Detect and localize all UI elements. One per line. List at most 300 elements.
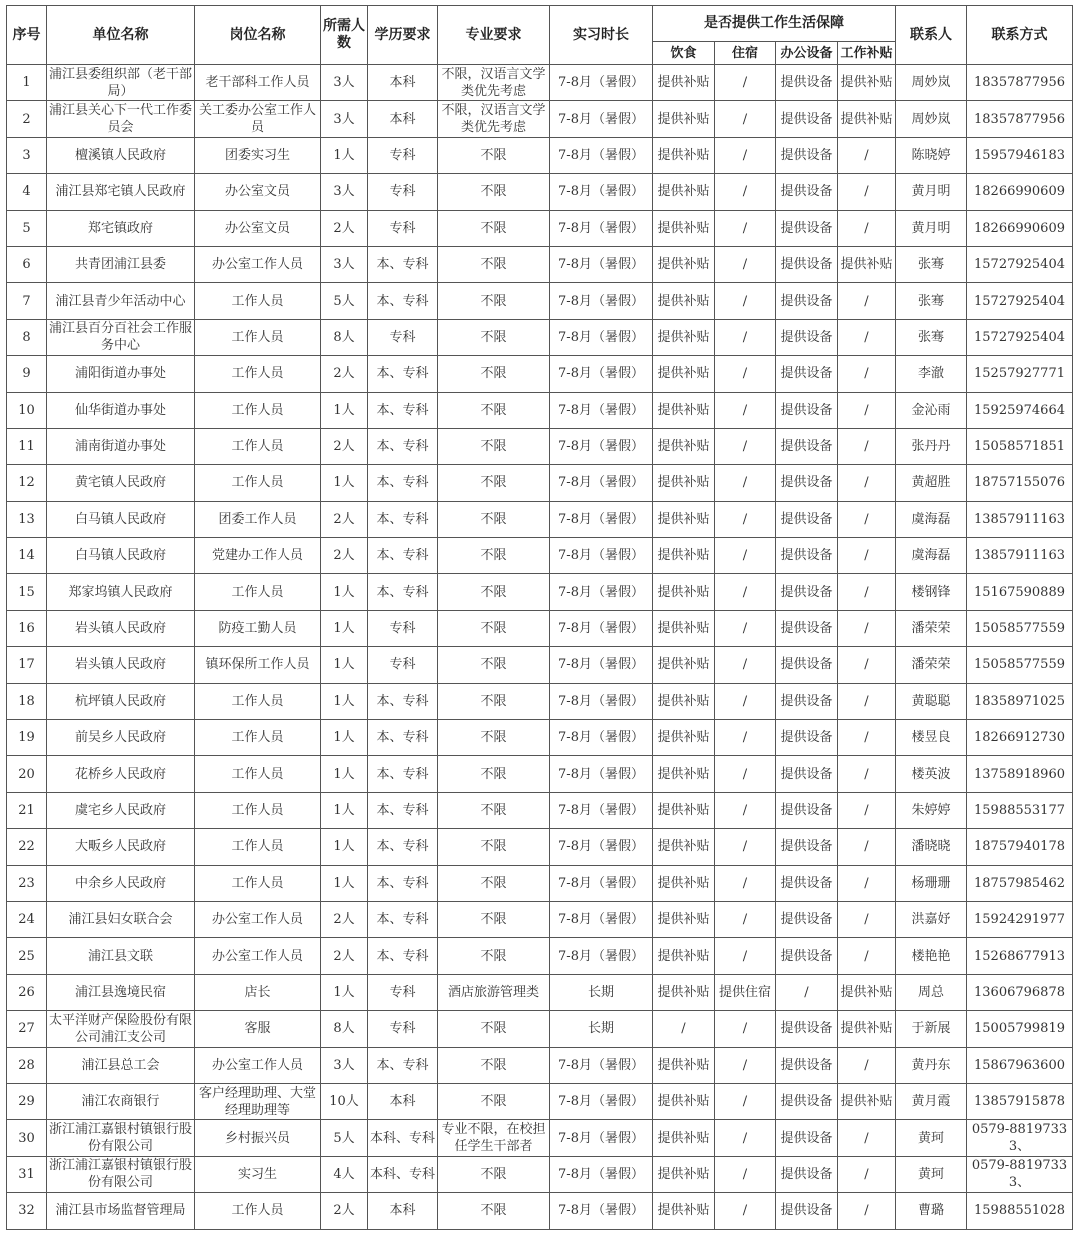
cell-contact: 张骞 (896, 283, 967, 319)
table-row (7, 792, 1073, 828)
cell-unit: 浦江县总工会 (47, 1047, 195, 1083)
table-row (7, 465, 1073, 501)
cell-seq: 20 (7, 756, 47, 792)
cell-office: 提供设备 (776, 574, 838, 610)
cell-meal: 提供补贴 (653, 720, 715, 756)
cell-edu: 本科 (368, 1193, 438, 1229)
cell-seq: 11 (7, 428, 47, 464)
cell-lodging: / (715, 319, 776, 355)
cell-major: 不限 (438, 647, 550, 683)
cell-subsidy: / (838, 283, 896, 319)
cell-major: 不限 (438, 901, 550, 937)
cell-phone: 15957946183 (967, 137, 1073, 173)
cell-count: 1人 (321, 137, 368, 173)
cell-seq: 5 (7, 210, 47, 246)
cell-count: 2人 (321, 538, 368, 574)
cell-post: 镇环保所工作人员 (195, 647, 321, 683)
cell-subsidy: 提供补贴 (838, 65, 896, 101)
cell-office: 提供设备 (776, 1193, 838, 1229)
cell-unit: 仙华街道办事处 (47, 392, 195, 428)
cell-contact: 张骞 (896, 246, 967, 282)
table-row (7, 283, 1073, 319)
cell-office: 提供设备 (776, 246, 838, 282)
cell-post: 工作人员 (195, 283, 321, 319)
table-row (7, 319, 1073, 355)
table-row (7, 174, 1073, 210)
cell-post: 工作人员 (195, 865, 321, 901)
cell-unit: 浙江浦江嘉银村镇银行股份有限公司 (47, 1120, 195, 1156)
cell-subsidy: / (838, 792, 896, 828)
cell-lodging: / (715, 1156, 776, 1192)
header-unit: 单位名称 (47, 6, 195, 65)
cell-edu: 本科 (368, 1083, 438, 1119)
cell-lodging: / (715, 210, 776, 246)
cell-contact: 潘晓晓 (896, 829, 967, 865)
table-row (7, 501, 1073, 537)
table-row (7, 1083, 1073, 1119)
cell-office: 提供设备 (776, 1047, 838, 1083)
cell-office: 提供设备 (776, 1083, 838, 1119)
table-row (7, 137, 1073, 173)
cell-contact: 张丹丹 (896, 428, 967, 464)
cell-duration: 7-8月（暑假） (550, 720, 653, 756)
cell-seq: 24 (7, 901, 47, 937)
cell-count: 2人 (321, 428, 368, 464)
cell-seq: 30 (7, 1120, 47, 1156)
cell-phone: 18757985462 (967, 865, 1073, 901)
cell-lodging: / (715, 356, 776, 392)
cell-lodging: / (715, 756, 776, 792)
cell-edu: 本、专科 (368, 538, 438, 574)
cell-office: 提供设备 (776, 756, 838, 792)
cell-lodging: / (715, 538, 776, 574)
cell-lodging: / (715, 938, 776, 974)
cell-lodging: / (715, 1011, 776, 1047)
cell-office: 提供设备 (776, 1156, 838, 1192)
table-row (7, 1120, 1073, 1156)
cell-seq: 19 (7, 720, 47, 756)
cell-phone: 15058571851 (967, 428, 1073, 464)
cell-office: 提供设备 (776, 465, 838, 501)
cell-edu: 本、专科 (368, 865, 438, 901)
cell-subsidy: / (838, 356, 896, 392)
table-row (7, 210, 1073, 246)
cell-post: 团委工作人员 (195, 501, 321, 537)
cell-seq: 21 (7, 792, 47, 828)
cell-contact: 周妙岚 (896, 101, 967, 137)
cell-phone: 0579-88197333、 (967, 1120, 1073, 1156)
cell-unit: 浦江县青少年活动中心 (47, 283, 195, 319)
cell-meal: 提供补贴 (653, 319, 715, 355)
cell-seq: 29 (7, 1083, 47, 1119)
cell-office: 提供设备 (776, 137, 838, 173)
cell-office: 提供设备 (776, 174, 838, 210)
cell-phone: 15727925404 (967, 319, 1073, 355)
cell-unit: 浦江县市场监督管理局 (47, 1193, 195, 1229)
cell-count: 8人 (321, 319, 368, 355)
header-meal: 饮食 (653, 42, 715, 65)
cell-phone: 18357877956 (967, 101, 1073, 137)
cell-unit: 浦江县妇女联合会 (47, 901, 195, 937)
cell-meal: 提供补贴 (653, 65, 715, 101)
cell-subsidy: / (838, 1047, 896, 1083)
cell-office: 提供设备 (776, 720, 838, 756)
cell-post: 工作人员 (195, 392, 321, 428)
cell-duration: 7-8月（暑假） (550, 1120, 653, 1156)
cell-post: 工作人员 (195, 829, 321, 865)
cell-post: 实习生 (195, 1156, 321, 1192)
cell-contact: 张骞 (896, 319, 967, 355)
table-row (7, 538, 1073, 574)
cell-post: 办公室文员 (195, 174, 321, 210)
cell-unit: 白马镇人民政府 (47, 538, 195, 574)
cell-contact: 周妙岚 (896, 65, 967, 101)
cell-meal: 提供补贴 (653, 974, 715, 1010)
cell-lodging: / (715, 1193, 776, 1229)
cell-phone: 13857911163 (967, 501, 1073, 537)
cell-duration: 7-8月（暑假） (550, 65, 653, 101)
cell-contact: 楼昱良 (896, 720, 967, 756)
cell-lodging: 提供住宿 (715, 974, 776, 1010)
cell-lodging: / (715, 137, 776, 173)
cell-duration: 7-8月（暑假） (550, 283, 653, 319)
cell-duration: 7-8月（暑假） (550, 210, 653, 246)
cell-unit: 黄宅镇人民政府 (47, 465, 195, 501)
cell-major: 专业不限，在校担任学生干部者 (438, 1120, 550, 1156)
cell-post: 工作人员 (195, 574, 321, 610)
cell-duration: 7-8月（暑假） (550, 792, 653, 828)
cell-duration: 7-8月（暑假） (550, 901, 653, 937)
cell-duration: 7-8月（暑假） (550, 1083, 653, 1119)
cell-meal: 提供补贴 (653, 647, 715, 683)
cell-office: 提供设备 (776, 283, 838, 319)
cell-lodging: / (715, 283, 776, 319)
cell-post: 党建办工作人员 (195, 538, 321, 574)
cell-seq: 4 (7, 174, 47, 210)
cell-edu: 本科、专科 (368, 1156, 438, 1192)
cell-post: 办公室工作人员 (195, 938, 321, 974)
cell-post: 乡村振兴员 (195, 1120, 321, 1156)
cell-seq: 25 (7, 938, 47, 974)
cell-major: 不限 (438, 283, 550, 319)
cell-phone: 15924291977 (967, 901, 1073, 937)
cell-contact: 潘荣荣 (896, 610, 967, 646)
cell-edu: 本、专科 (368, 756, 438, 792)
cell-unit: 中余乡人民政府 (47, 865, 195, 901)
cell-meal: 提供补贴 (653, 1193, 715, 1229)
cell-duration: 7-8月（暑假） (550, 392, 653, 428)
table-row (7, 428, 1073, 464)
cell-seq: 2 (7, 101, 47, 137)
cell-contact: 曹璐 (896, 1193, 967, 1229)
cell-count: 1人 (321, 610, 368, 646)
cell-seq: 28 (7, 1047, 47, 1083)
header-contact: 联系人 (896, 6, 967, 65)
cell-count: 1人 (321, 392, 368, 428)
cell-duration: 7-8月（暑假） (550, 174, 653, 210)
cell-office: 提供设备 (776, 101, 838, 137)
cell-edu: 本、专科 (368, 356, 438, 392)
cell-edu: 本、专科 (368, 938, 438, 974)
cell-subsidy: / (838, 829, 896, 865)
cell-office: 提供设备 (776, 65, 838, 101)
cell-lodging: / (715, 501, 776, 537)
cell-duration: 7-8月（暑假） (550, 465, 653, 501)
cell-phone: 18757155076 (967, 465, 1073, 501)
cell-count: 5人 (321, 1120, 368, 1156)
cell-post: 工作人员 (195, 683, 321, 719)
cell-meal: 提供补贴 (653, 246, 715, 282)
cell-major: 不限 (438, 210, 550, 246)
cell-subsidy: / (838, 1156, 896, 1192)
cell-unit: 浦江县百分百社会工作服务中心 (47, 319, 195, 355)
cell-office: 提供设备 (776, 610, 838, 646)
cell-office: 提供设备 (776, 938, 838, 974)
cell-count: 1人 (321, 465, 368, 501)
cell-unit: 白马镇人民政府 (47, 501, 195, 537)
cell-major: 不限，汉语言文学类优先考虑 (438, 101, 550, 137)
cell-phone: 18266912730 (967, 720, 1073, 756)
cell-lodging: / (715, 574, 776, 610)
cell-major: 不限 (438, 756, 550, 792)
cell-unit: 杭坪镇人民政府 (47, 683, 195, 719)
cell-unit: 檀溪镇人民政府 (47, 137, 195, 173)
cell-contact: 黄珂 (896, 1120, 967, 1156)
cell-lodging: / (715, 101, 776, 137)
cell-meal: 提供补贴 (653, 174, 715, 210)
cell-major: 不限 (438, 501, 550, 537)
cell-unit: 岩头镇人民政府 (47, 610, 195, 646)
cell-meal: 提供补贴 (653, 792, 715, 828)
cell-meal: 提供补贴 (653, 501, 715, 537)
cell-edu: 本、专科 (368, 901, 438, 937)
cell-post: 办公室工作人员 (195, 1047, 321, 1083)
cell-meal: / (653, 1011, 715, 1047)
header-edu: 学历要求 (368, 6, 438, 65)
cell-office: 提供设备 (776, 319, 838, 355)
header-lodging: 住宿 (715, 42, 776, 65)
cell-seq: 31 (7, 1156, 47, 1192)
internship-positions-sheet (6, 5, 1072, 1229)
cell-office: 提供设备 (776, 501, 838, 537)
cell-unit: 浦江县委组织部（老干部局） (47, 65, 195, 101)
cell-edu: 本科 (368, 101, 438, 137)
cell-lodging: / (715, 865, 776, 901)
cell-subsidy: 提供补贴 (838, 101, 896, 137)
cell-unit: 浦江县郑宅镇人民政府 (47, 174, 195, 210)
cell-seq: 9 (7, 356, 47, 392)
cell-edu: 本科 (368, 65, 438, 101)
table-row (7, 101, 1073, 137)
cell-meal: 提供补贴 (653, 901, 715, 937)
cell-count: 2人 (321, 1193, 368, 1229)
cell-subsidy: 提供补贴 (838, 246, 896, 282)
cell-count: 1人 (321, 574, 368, 610)
cell-meal: 提供补贴 (653, 1156, 715, 1192)
cell-contact: 虞海磊 (896, 538, 967, 574)
cell-lodging: / (715, 720, 776, 756)
cell-meal: 提供补贴 (653, 610, 715, 646)
cell-duration: 7-8月（暑假） (550, 538, 653, 574)
header-duration: 实习时长 (550, 6, 653, 65)
cell-unit: 大畈乡人民政府 (47, 829, 195, 865)
header-count: 所需人数 (321, 6, 368, 65)
cell-lodging: / (715, 792, 776, 828)
cell-seq: 27 (7, 1011, 47, 1047)
cell-count: 3人 (321, 101, 368, 137)
cell-subsidy: / (838, 574, 896, 610)
cell-edu: 专科 (368, 174, 438, 210)
cell-unit: 浦江县逸境民宿 (47, 974, 195, 1010)
cell-count: 2人 (321, 210, 368, 246)
cell-lodging: / (715, 392, 776, 428)
cell-contact: 黄聪聪 (896, 683, 967, 719)
cell-edu: 专科 (368, 1011, 438, 1047)
cell-meal: 提供补贴 (653, 392, 715, 428)
table-row (7, 574, 1073, 610)
cell-seq: 32 (7, 1193, 47, 1229)
cell-contact: 潘荣荣 (896, 647, 967, 683)
cell-count: 1人 (321, 792, 368, 828)
cell-phone: 13758918960 (967, 756, 1073, 792)
cell-major: 不限 (438, 1156, 550, 1192)
cell-count: 1人 (321, 756, 368, 792)
cell-count: 3人 (321, 246, 368, 282)
cell-edu: 本、专科 (368, 720, 438, 756)
cell-count: 3人 (321, 174, 368, 210)
cell-subsidy: 提供补贴 (838, 1011, 896, 1047)
cell-lodging: / (715, 829, 776, 865)
cell-post: 工作人员 (195, 756, 321, 792)
cell-unit: 虞宅乡人民政府 (47, 792, 195, 828)
cell-post: 客服 (195, 1011, 321, 1047)
cell-phone: 13857915878 (967, 1083, 1073, 1119)
cell-subsidy: / (838, 610, 896, 646)
internship-table (6, 5, 1073, 1230)
cell-major: 不限 (438, 538, 550, 574)
cell-contact: 杨珊珊 (896, 865, 967, 901)
cell-edu: 专科 (368, 647, 438, 683)
cell-subsidy: / (838, 756, 896, 792)
cell-duration: 7-8月（暑假） (550, 683, 653, 719)
cell-post: 店长 (195, 974, 321, 1010)
cell-meal: 提供补贴 (653, 683, 715, 719)
cell-office: 提供设备 (776, 392, 838, 428)
cell-meal: 提供补贴 (653, 1120, 715, 1156)
cell-phone: 18357877956 (967, 65, 1073, 101)
cell-duration: 长期 (550, 974, 653, 1010)
cell-office: 提供设备 (776, 428, 838, 464)
cell-duration: 7-8月（暑假） (550, 647, 653, 683)
cell-count: 2人 (321, 938, 368, 974)
cell-lodging: / (715, 901, 776, 937)
cell-phone: 15988553177 (967, 792, 1073, 828)
cell-duration: 7-8月（暑假） (550, 101, 653, 137)
cell-meal: 提供补贴 (653, 1083, 715, 1119)
cell-contact: 黄月霞 (896, 1083, 967, 1119)
cell-meal: 提供补贴 (653, 101, 715, 137)
cell-phone: 15167590889 (967, 574, 1073, 610)
table-row (7, 720, 1073, 756)
cell-meal: 提供补贴 (653, 756, 715, 792)
cell-duration: 7-8月（暑假） (550, 1193, 653, 1229)
cell-subsidy: / (838, 319, 896, 355)
cell-meal: 提供补贴 (653, 538, 715, 574)
cell-edu: 专科 (368, 610, 438, 646)
cell-seq: 14 (7, 538, 47, 574)
cell-post: 工作人员 (195, 319, 321, 355)
cell-lodging: / (715, 428, 776, 464)
cell-edu: 本、专科 (368, 829, 438, 865)
table-row (7, 901, 1073, 937)
cell-office: 提供设备 (776, 901, 838, 937)
cell-unit: 共青团浦江县委 (47, 246, 195, 282)
cell-meal: 提供补贴 (653, 1047, 715, 1083)
cell-post: 防疫工勤人员 (195, 610, 321, 646)
cell-major: 不限 (438, 392, 550, 428)
cell-contact: 楼艳艳 (896, 938, 967, 974)
cell-meal: 提供补贴 (653, 829, 715, 865)
cell-edu: 本、专科 (368, 465, 438, 501)
cell-subsidy: 提供补贴 (838, 974, 896, 1010)
cell-seq: 26 (7, 974, 47, 1010)
cell-edu: 本、专科 (368, 683, 438, 719)
cell-subsidy: / (838, 1193, 896, 1229)
cell-duration: 7-8月（暑假） (550, 356, 653, 392)
cell-subsidy: / (838, 1120, 896, 1156)
cell-major: 不限 (438, 792, 550, 828)
cell-meal: 提供补贴 (653, 283, 715, 319)
cell-count: 1人 (321, 647, 368, 683)
cell-contact: 周总 (896, 974, 967, 1010)
cell-edu: 本、专科 (368, 392, 438, 428)
cell-major: 不限 (438, 1011, 550, 1047)
header-office: 办公设备 (776, 42, 838, 65)
cell-count: 10人 (321, 1083, 368, 1119)
cell-post: 工作人员 (195, 356, 321, 392)
cell-post: 工作人员 (195, 792, 321, 828)
cell-subsidy: / (838, 210, 896, 246)
cell-office: 提供设备 (776, 829, 838, 865)
cell-lodging: / (715, 65, 776, 101)
cell-subsidy: / (838, 938, 896, 974)
cell-count: 3人 (321, 65, 368, 101)
cell-subsidy: / (838, 465, 896, 501)
cell-edu: 本、专科 (368, 283, 438, 319)
cell-major: 不限 (438, 356, 550, 392)
cell-subsidy: / (838, 428, 896, 464)
cell-office: 提供设备 (776, 647, 838, 683)
cell-major: 不限 (438, 465, 550, 501)
table-row (7, 392, 1073, 428)
cell-unit: 前吴乡人民政府 (47, 720, 195, 756)
cell-contact: 楼英波 (896, 756, 967, 792)
cell-phone: 18266990609 (967, 174, 1073, 210)
cell-lodging: / (715, 647, 776, 683)
cell-post: 团委实习生 (195, 137, 321, 173)
header-post: 岗位名称 (195, 6, 321, 65)
table-row (7, 647, 1073, 683)
cell-unit: 郑家坞镇人民政府 (47, 574, 195, 610)
cell-lodging: / (715, 174, 776, 210)
table-row (7, 610, 1073, 646)
cell-major: 不限 (438, 865, 550, 901)
table-row (7, 1156, 1073, 1192)
cell-post: 关工委办公室工作人员 (195, 101, 321, 137)
table-header (7, 6, 1073, 65)
cell-seq: 3 (7, 137, 47, 173)
cell-major: 不限 (438, 319, 550, 355)
